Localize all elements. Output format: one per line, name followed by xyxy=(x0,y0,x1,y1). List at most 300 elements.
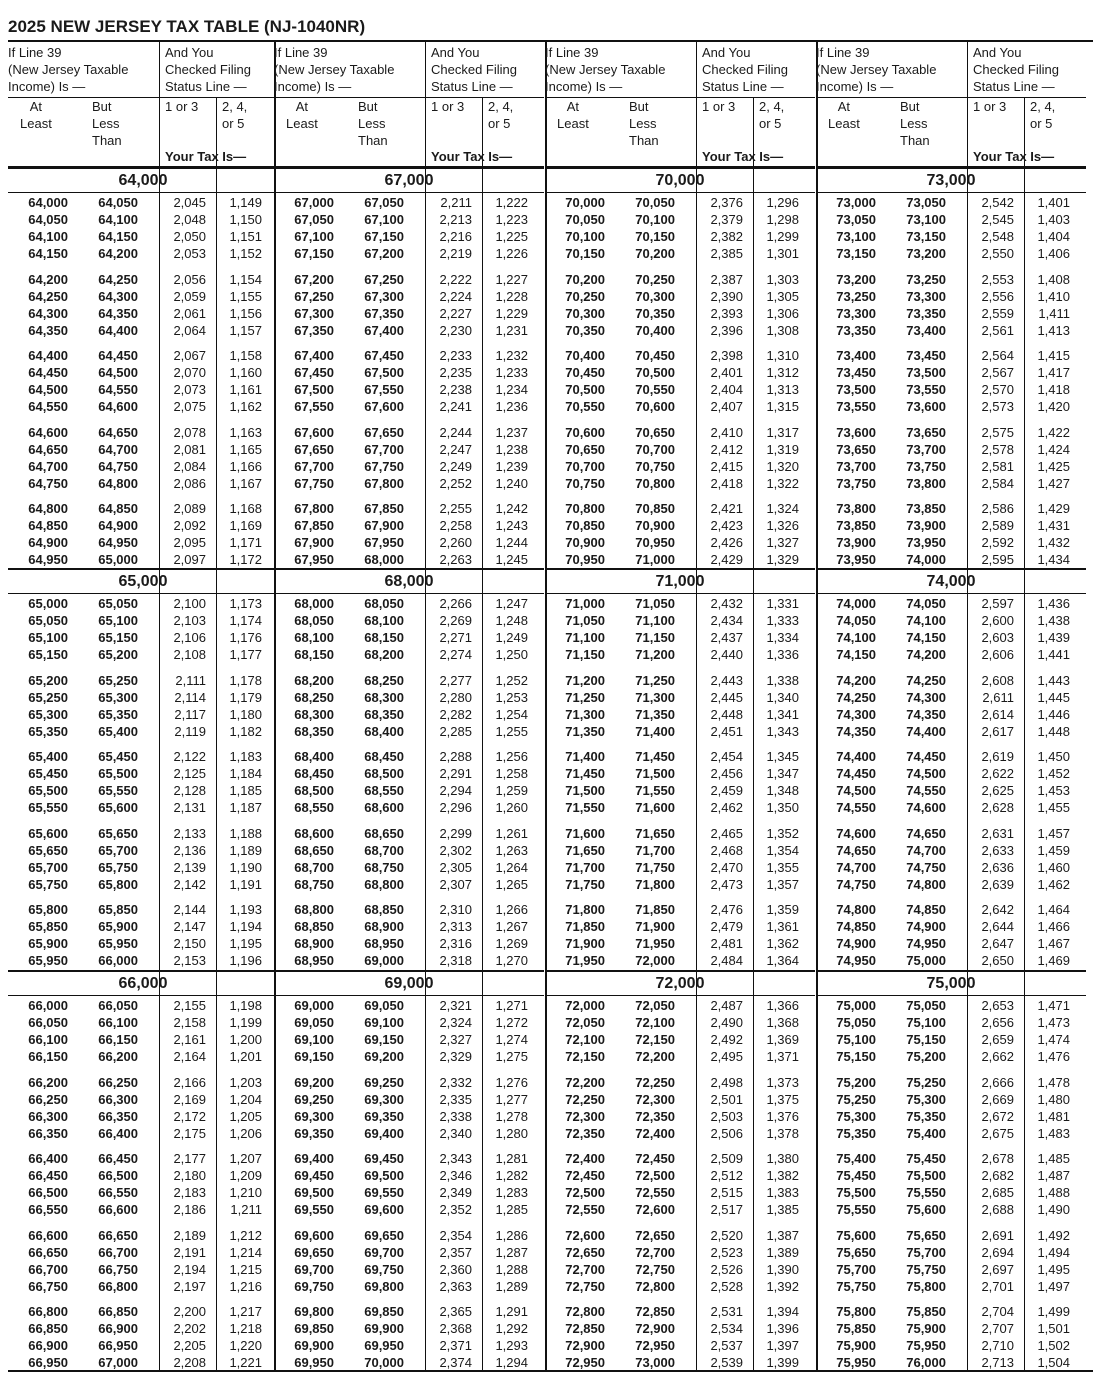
but-less-value: 75,400 xyxy=(906,1125,946,1141)
but-less-value: 74,600 xyxy=(906,800,946,815)
tax-status-1-3: 2,682 xyxy=(981,1168,1014,1183)
tax-status-1-3: 2,586 xyxy=(981,501,1014,516)
at-least-value: 70,700 xyxy=(565,458,605,474)
at-least-value: 69,000 xyxy=(294,998,334,1013)
tax-status-2-4-5: 1,221 xyxy=(229,1355,262,1370)
tax-status-2-4-5: 1,410 xyxy=(1037,288,1070,304)
but-less-value: 71,250 xyxy=(635,672,675,688)
at-least-value: 72,950 xyxy=(565,1355,605,1370)
table-row xyxy=(8,1014,278,1031)
tax-status-1-3: 2,537 xyxy=(710,1338,743,1353)
tax-status-2-4-5: 1,487 xyxy=(1037,1168,1070,1183)
tax-status-2-4-5: 1,233 xyxy=(495,365,528,380)
at-least-value: 73,450 xyxy=(836,365,876,380)
tax-status-1-3: 2,512 xyxy=(710,1168,743,1183)
tax-status-1-3: 2,131 xyxy=(173,800,206,815)
at-least-value: 71,600 xyxy=(565,825,605,841)
your-tax-label: Your Tax Is— xyxy=(973,149,1055,164)
table-row xyxy=(274,245,544,262)
table-row xyxy=(545,918,815,935)
but-less-value: 69,350 xyxy=(364,1108,404,1124)
table-row xyxy=(816,646,1086,663)
tax-status-2-4-5: 1,266 xyxy=(495,902,528,917)
table-row xyxy=(545,271,815,288)
but-less-value: 73,900 xyxy=(906,518,946,533)
status-2-4-5-header: 2, 4, or 5 xyxy=(488,99,514,131)
filing-status-header: And You Checked Filing Status Line — xyxy=(973,45,1059,94)
tax-status-1-3: 2,219 xyxy=(439,246,472,261)
tax-status-1-3: 2,114 xyxy=(174,689,206,705)
at-least-value: 75,250 xyxy=(836,1091,876,1107)
at-least-value: 71,350 xyxy=(565,723,605,739)
but-less-value: 75,350 xyxy=(906,1108,946,1124)
at-least-value: 71,050 xyxy=(565,613,605,628)
thousand-band-label: 72,000 xyxy=(655,975,705,992)
tax-status-2-4-5: 1,303 xyxy=(766,271,799,287)
but-less-value: 64,800 xyxy=(98,475,138,491)
tax-status-1-3: 2,213 xyxy=(439,212,472,227)
but-less-value: 66,250 xyxy=(98,1074,138,1090)
but-less-value: 70,900 xyxy=(635,518,675,533)
tax-status-1-3: 2,180 xyxy=(173,1168,206,1183)
at-least-value: 66,350 xyxy=(28,1125,68,1141)
tax-status-2-4-5: 1,313 xyxy=(766,382,799,397)
but-less-value: 68,250 xyxy=(364,672,404,688)
at-least-value: 66,650 xyxy=(28,1244,68,1260)
thousand-band-label: 75,000 xyxy=(926,975,976,992)
block-rule xyxy=(274,167,544,169)
table-row xyxy=(816,475,1086,492)
at-least-value: 66,150 xyxy=(28,1049,68,1064)
tax-status-2-4-5: 1,234 xyxy=(495,382,528,397)
but-less-value: 72,350 xyxy=(635,1108,675,1124)
tax-status-2-4-5: 1,187 xyxy=(229,800,262,815)
at-least-value: 73,600 xyxy=(836,424,876,440)
but-less-value: 70,250 xyxy=(635,271,675,287)
tax-status-1-3: 2,570 xyxy=(981,382,1014,397)
tax-status-2-4-5: 1,322 xyxy=(766,475,799,491)
but-less-value: 74,950 xyxy=(906,936,946,951)
tax-status-2-4-5: 1,499 xyxy=(1037,1304,1070,1319)
at-least-value: 74,300 xyxy=(836,706,876,722)
block-rule xyxy=(545,970,815,972)
but-less-value: 72,850 xyxy=(635,1304,675,1319)
at-least-value: 74,450 xyxy=(836,766,876,781)
at-least-value: 65,550 xyxy=(28,800,68,815)
tax-status-2-4-5: 1,473 xyxy=(1037,1015,1070,1030)
tax-status-2-4-5: 1,378 xyxy=(766,1125,799,1141)
but-less-value: 70,000 xyxy=(364,1355,404,1370)
tax-status-2-4-5: 1,283 xyxy=(495,1185,528,1200)
tax-status-1-3: 2,617 xyxy=(981,723,1014,739)
table-row xyxy=(274,595,544,612)
table-row xyxy=(545,211,815,228)
tax-status-2-4-5: 1,178 xyxy=(229,672,262,688)
at-least-value: 67,000 xyxy=(294,195,334,210)
at-least-value: 75,350 xyxy=(836,1125,876,1141)
at-least-value: 74,700 xyxy=(836,859,876,875)
table-row xyxy=(545,935,815,952)
tax-status-1-3: 2,691 xyxy=(981,1227,1014,1243)
tax-status-1-3: 2,515 xyxy=(710,1185,743,1200)
tax-status-1-3: 2,584 xyxy=(981,475,1014,491)
table-row xyxy=(816,245,1086,262)
table-row xyxy=(274,952,544,969)
at-least-value: 69,750 xyxy=(294,1278,334,1294)
at-least-value: 74,000 xyxy=(836,596,876,611)
but-less-value: 64,450 xyxy=(98,348,138,363)
but-less-header: But Less Than xyxy=(629,99,659,148)
at-least-value: 75,000 xyxy=(836,998,876,1013)
tax-status-2-4-5: 1,162 xyxy=(229,399,262,414)
but-less-value: 75,850 xyxy=(906,1304,946,1319)
tax-status-1-3: 2,139 xyxy=(173,859,206,875)
tax-status-2-4-5: 1,272 xyxy=(495,1015,528,1030)
at-least-value: 74,650 xyxy=(836,842,876,858)
tax-status-1-3: 2,202 xyxy=(173,1321,206,1336)
tax-status-1-3: 2,656 xyxy=(981,1015,1014,1030)
tax-status-2-4-5: 1,348 xyxy=(766,783,799,798)
but-less-value: 69,700 xyxy=(364,1244,404,1260)
tax-status-1-3: 2,368 xyxy=(439,1321,472,1336)
tax-status-1-3: 2,064 xyxy=(173,322,206,338)
status-1-3-header: 1 or 3 xyxy=(431,99,465,114)
but-less-value: 72,700 xyxy=(635,1244,675,1260)
tax-status-2-4-5: 1,347 xyxy=(766,766,799,781)
tax-status-1-3: 2,086 xyxy=(173,475,206,491)
tax-status-1-3: 2,175 xyxy=(173,1125,206,1141)
tax-status-1-3: 2,713 xyxy=(981,1355,1014,1370)
at-least-value: 67,750 xyxy=(294,475,334,491)
table-row xyxy=(816,211,1086,228)
at-least-value: 64,300 xyxy=(28,305,68,321)
but-less-value: 66,800 xyxy=(98,1278,138,1294)
but-less-header: But Less Than xyxy=(900,99,930,148)
table-row xyxy=(545,859,815,876)
but-less-value: 69,450 xyxy=(364,1151,404,1166)
at-least-value: 71,000 xyxy=(565,596,605,611)
tax-status-1-3: 2,142 xyxy=(173,876,206,892)
at-least-value: 64,050 xyxy=(28,212,68,227)
but-less-value: 64,250 xyxy=(98,271,138,287)
but-less-value: 73,300 xyxy=(906,288,946,304)
table-column xyxy=(816,42,1086,1370)
at-least-value: 68,400 xyxy=(294,749,334,764)
but-less-value: 71,150 xyxy=(635,630,675,645)
tax-status-2-4-5: 1,336 xyxy=(766,647,799,662)
table-row xyxy=(274,629,544,646)
but-less-value: 66,350 xyxy=(98,1108,138,1124)
table-row xyxy=(274,997,544,1014)
table-row xyxy=(816,1125,1086,1142)
tax-status-1-3: 2,282 xyxy=(439,706,472,722)
at-least-value: 66,100 xyxy=(28,1032,68,1047)
but-less-value: 65,600 xyxy=(98,800,138,815)
but-less-value: 69,400 xyxy=(364,1125,404,1141)
tax-status-2-4-5: 1,161 xyxy=(229,382,262,397)
table-row xyxy=(816,782,1086,799)
tax-status-1-3: 2,542 xyxy=(981,195,1014,210)
but-less-value: 73,650 xyxy=(906,424,946,440)
tax-status-1-3: 2,247 xyxy=(439,441,472,457)
tax-status-2-4-5: 1,329 xyxy=(766,552,799,567)
thousand-band-label: 69,000 xyxy=(384,975,434,992)
but-less-value: 67,600 xyxy=(364,399,404,414)
table-row xyxy=(8,876,278,893)
table-row xyxy=(274,322,544,339)
table-row xyxy=(8,1261,278,1278)
but-less-value: 73,400 xyxy=(906,322,946,338)
at-least-value: 72,200 xyxy=(565,1074,605,1090)
but-less-value: 70,850 xyxy=(635,501,675,516)
tax-status-1-3: 2,235 xyxy=(439,365,472,380)
but-less-value: 64,150 xyxy=(98,229,138,244)
but-less-value: 64,700 xyxy=(98,441,138,457)
tax-status-2-4-5: 1,385 xyxy=(766,1202,799,1217)
at-least-value: 68,000 xyxy=(294,596,334,611)
tax-status-1-3: 2,426 xyxy=(710,535,743,550)
at-least-value: 73,650 xyxy=(836,441,876,457)
but-less-value: 64,550 xyxy=(98,382,138,397)
at-least-value: 73,900 xyxy=(836,535,876,550)
at-least-value: 74,800 xyxy=(836,902,876,917)
tax-status-1-3: 2,205 xyxy=(173,1338,206,1353)
at-least-value: 75,800 xyxy=(836,1304,876,1319)
but-less-value: 75,300 xyxy=(906,1091,946,1107)
tax-status-1-3: 2,545 xyxy=(981,212,1014,227)
at-least-value: 65,450 xyxy=(28,766,68,781)
table-row xyxy=(274,288,544,305)
tax-status-1-3: 2,329 xyxy=(439,1049,472,1064)
but-less-value: 65,200 xyxy=(98,647,138,662)
at-least-value: 66,250 xyxy=(28,1091,68,1107)
tax-status-1-3: 2,307 xyxy=(439,876,472,892)
tax-status-1-3: 2,501 xyxy=(710,1091,743,1107)
tax-status-2-4-5: 1,368 xyxy=(766,1015,799,1030)
table-row xyxy=(8,1354,278,1371)
tax-status-1-3: 2,410 xyxy=(710,424,743,440)
but-less-value: 67,500 xyxy=(364,365,404,380)
table-row xyxy=(816,305,1086,322)
tax-status-1-3: 2,335 xyxy=(439,1091,472,1107)
at-least-value: 72,900 xyxy=(565,1338,605,1353)
table-row xyxy=(8,1227,278,1244)
but-less-value: 70,400 xyxy=(635,322,675,338)
but-less-value: 70,550 xyxy=(635,382,675,397)
table-row xyxy=(545,1201,815,1218)
table-row xyxy=(545,1261,815,1278)
tax-status-1-3: 2,048 xyxy=(173,212,206,227)
table-row xyxy=(274,381,544,398)
table-row xyxy=(545,748,815,765)
tax-status-2-4-5: 1,429 xyxy=(1037,501,1070,516)
at-least-value: 68,550 xyxy=(294,800,334,815)
tax-status-2-4-5: 1,188 xyxy=(229,825,262,841)
tax-status-1-3: 2,633 xyxy=(981,842,1014,858)
tax-status-1-3: 2,603 xyxy=(981,630,1014,645)
tax-status-1-3: 2,255 xyxy=(439,501,472,516)
tax-status-2-4-5: 1,281 xyxy=(495,1151,528,1166)
at-least-value: 68,500 xyxy=(294,783,334,798)
tax-status-2-4-5: 1,494 xyxy=(1037,1244,1070,1260)
table-row xyxy=(816,1261,1086,1278)
at-least-value: 70,400 xyxy=(565,348,605,363)
at-least-value: 64,150 xyxy=(28,246,68,261)
at-least-value: 69,300 xyxy=(294,1108,334,1124)
table-row xyxy=(8,952,278,969)
at-least-value: 74,500 xyxy=(836,783,876,798)
but-less-value: 68,850 xyxy=(364,902,404,917)
but-less-value: 69,300 xyxy=(364,1091,404,1107)
tax-status-1-3: 2,451 xyxy=(710,723,743,739)
but-less-value: 69,650 xyxy=(364,1227,404,1243)
tax-status-2-4-5: 1,249 xyxy=(495,630,528,645)
table-row xyxy=(545,723,815,740)
at-least-value: 67,550 xyxy=(294,399,334,414)
at-least-value: 67,500 xyxy=(294,382,334,397)
but-less-value: 74,650 xyxy=(906,825,946,841)
tax-status-2-4-5: 1,269 xyxy=(495,936,528,951)
at-least-value: 73,000 xyxy=(836,195,876,210)
tax-status-2-4-5: 1,425 xyxy=(1037,458,1070,474)
tax-status-2-4-5: 1,167 xyxy=(229,475,262,491)
table-row xyxy=(545,1337,815,1354)
at-least-value: 75,750 xyxy=(836,1278,876,1294)
table-row xyxy=(816,288,1086,305)
table-row xyxy=(8,723,278,740)
tax-status-1-3: 2,150 xyxy=(173,936,206,951)
tax-status-2-4-5: 1,474 xyxy=(1037,1032,1070,1047)
table-row xyxy=(545,305,815,322)
tax-status-2-4-5: 1,252 xyxy=(495,672,528,688)
tax-status-2-4-5: 1,308 xyxy=(766,322,799,338)
but-less-value: 67,950 xyxy=(364,535,404,550)
table-row xyxy=(274,935,544,952)
tax-status-2-4-5: 1,258 xyxy=(495,766,528,781)
but-less-value: 75,250 xyxy=(906,1074,946,1090)
tax-status-1-3: 2,299 xyxy=(439,825,472,841)
tax-status-2-4-5: 1,291 xyxy=(495,1304,528,1319)
at-least-value: 69,150 xyxy=(294,1049,334,1064)
table-row xyxy=(8,381,278,398)
tax-status-2-4-5: 1,373 xyxy=(766,1074,799,1090)
table-row xyxy=(274,918,544,935)
at-least-value: 65,650 xyxy=(28,842,68,858)
at-least-value: 68,700 xyxy=(294,859,334,875)
at-least-value: 75,700 xyxy=(836,1261,876,1277)
but-less-value: 66,550 xyxy=(98,1185,138,1200)
table-row xyxy=(8,1048,278,1065)
at-least-value: 69,950 xyxy=(294,1355,334,1370)
tax-status-2-4-5: 1,158 xyxy=(229,348,262,363)
tax-status-2-4-5: 1,390 xyxy=(766,1261,799,1277)
tax-status-2-4-5: 1,150 xyxy=(229,212,262,227)
table-row xyxy=(816,901,1086,918)
tax-status-1-3: 2,200 xyxy=(173,1304,206,1319)
but-less-value: 67,200 xyxy=(364,246,404,261)
tax-status-1-3: 2,559 xyxy=(981,305,1014,321)
at-least-value: 70,150 xyxy=(565,246,605,261)
tax-status-2-4-5: 1,165 xyxy=(229,441,262,457)
at-least-value: 72,500 xyxy=(565,1185,605,1200)
at-least-value: 71,650 xyxy=(565,842,605,858)
tax-status-1-3: 2,662 xyxy=(981,1049,1014,1064)
tax-status-2-4-5: 1,443 xyxy=(1037,672,1070,688)
tax-status-1-3: 2,352 xyxy=(439,1202,472,1217)
tax-status-1-3: 2,285 xyxy=(439,723,472,739)
tax-status-1-3: 2,125 xyxy=(173,766,206,781)
at-least-value: 68,750 xyxy=(294,876,334,892)
tax-status-2-4-5: 1,481 xyxy=(1037,1108,1070,1124)
tax-status-2-4-5: 1,217 xyxy=(229,1304,262,1319)
band-rule xyxy=(816,192,1086,193)
at-least-value: 72,650 xyxy=(565,1244,605,1260)
at-least-value: 72,700 xyxy=(565,1261,605,1277)
tax-status-2-4-5: 1,282 xyxy=(495,1168,528,1183)
table-row xyxy=(816,876,1086,893)
tax-status-2-4-5: 1,436 xyxy=(1037,596,1070,611)
tax-status-1-3: 2,553 xyxy=(981,271,1014,287)
table-row xyxy=(8,1108,278,1125)
at-least-value: 68,850 xyxy=(294,919,334,934)
table-row xyxy=(545,1278,815,1295)
at-least-value: 70,450 xyxy=(565,365,605,380)
tax-status-1-3: 2,045 xyxy=(173,195,206,210)
table-column xyxy=(274,42,544,1370)
at-least-value: 72,150 xyxy=(565,1049,605,1064)
table-row xyxy=(274,271,544,288)
tax-status-1-3: 2,216 xyxy=(439,229,472,244)
at-least-value: 73,400 xyxy=(836,348,876,363)
block-rule xyxy=(816,970,1086,972)
at-least-value: 72,600 xyxy=(565,1227,605,1243)
tax-status-1-3: 2,249 xyxy=(439,458,472,474)
at-least-value: 73,200 xyxy=(836,271,876,287)
table-row xyxy=(274,500,544,517)
tax-status-2-4-5: 1,240 xyxy=(495,475,528,491)
table-row xyxy=(816,799,1086,816)
but-less-value: 72,400 xyxy=(635,1125,675,1141)
at-least-value: 67,900 xyxy=(294,535,334,550)
table-row xyxy=(816,1184,1086,1201)
tax-status-1-3: 2,166 xyxy=(173,1074,206,1090)
table-row xyxy=(274,825,544,842)
but-less-value: 67,700 xyxy=(364,441,404,457)
at-least-value: 66,800 xyxy=(28,1304,68,1319)
but-less-value: 73,700 xyxy=(906,441,946,457)
table-row xyxy=(274,765,544,782)
table-row xyxy=(816,1227,1086,1244)
tax-table xyxy=(8,40,1093,1372)
table-row xyxy=(816,398,1086,415)
table-row xyxy=(816,1244,1086,1261)
tax-status-1-3: 2,479 xyxy=(710,919,743,934)
tax-status-2-4-5: 1,364 xyxy=(766,953,799,968)
tax-status-1-3: 2,321 xyxy=(439,998,472,1013)
income-header: If Line 39 (New Jersey Taxable Income) Is — xyxy=(816,45,937,94)
tax-status-2-4-5: 1,189 xyxy=(229,842,262,858)
tax-status-1-3: 2,396 xyxy=(710,322,743,338)
table-row xyxy=(816,1320,1086,1337)
at-least-header: At Least xyxy=(286,99,318,131)
band-rule xyxy=(8,192,278,193)
tax-status-2-4-5: 1,338 xyxy=(766,672,799,688)
tax-status-1-3: 2,619 xyxy=(981,749,1014,764)
table-row xyxy=(8,1184,278,1201)
but-less-value: 75,750 xyxy=(906,1261,946,1277)
tax-status-2-4-5: 1,263 xyxy=(495,842,528,858)
tax-status-1-3: 2,672 xyxy=(981,1108,1014,1124)
